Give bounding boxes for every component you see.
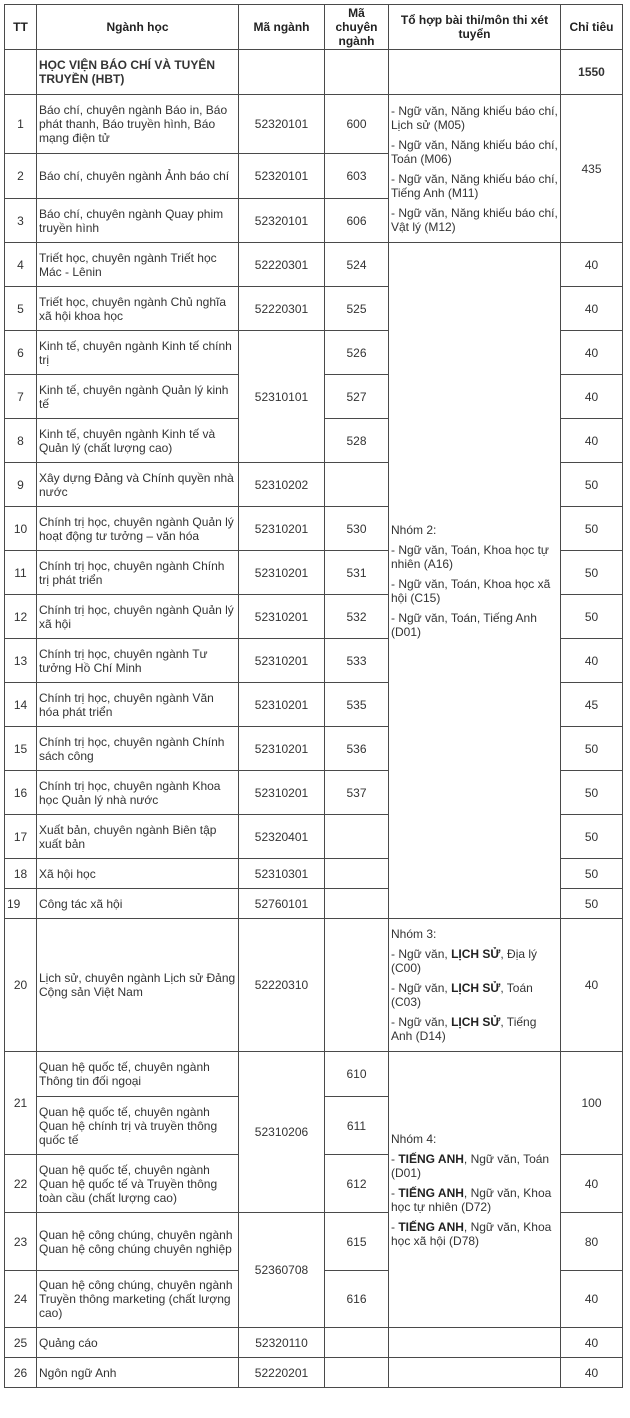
row-tt: 10	[5, 507, 37, 551]
group-item: - Ngữ văn, Năng khiếu báo chí, Vật lý (M12)	[391, 205, 558, 234]
row-quota: 40	[561, 375, 623, 419]
row-quota: 50	[561, 463, 623, 507]
row-nganh: Xuất bản, chuyên ngành Biên tập xuất bản	[37, 815, 239, 859]
header-chi-tieu: Chỉ tiêu	[561, 5, 623, 50]
row-nganh: Kinh tế, chuyên ngành Kinh tế chính trị	[37, 331, 239, 375]
group-item: - TIẾNG ANH, Ngữ văn, Khoa học xã hội (D78)	[391, 1219, 552, 1248]
row-ma-nganh: 52220310	[239, 919, 325, 1052]
row-ma-nganh: 52310201	[239, 595, 325, 639]
row-tt: 25	[5, 1328, 37, 1358]
group-label: Nhóm 3:	[391, 927, 437, 941]
row-tt: 12	[5, 595, 37, 639]
row-ma-nganh: 52220301	[239, 243, 325, 287]
row-to-hop	[389, 1358, 561, 1388]
school-to-hop	[389, 50, 561, 95]
row-tt: 11	[5, 551, 37, 595]
group-item: - TIẾNG ANH, Ngữ văn, Khoa học tự nhiên (D72)	[391, 1185, 552, 1214]
row-nganh: Báo chí, chuyên ngành Ảnh báo chí	[37, 154, 239, 199]
row-ma-chuyen-nganh: 532	[325, 595, 389, 639]
row-nganh: Quan hệ công chúng, chuyên ngành Truyền thông marketing (chất lượng cao)	[37, 1271, 239, 1328]
header-ma-nganh: Mã ngành	[239, 5, 325, 50]
row-nganh: Chính trị học, chuyên ngành Quản lý xã hội	[37, 595, 239, 639]
row-nganh: Công tác xã hội	[37, 889, 239, 919]
row-tt: 4	[5, 243, 37, 287]
group-item: - TIẾNG ANH, Ngữ văn, Toán (D01)	[391, 1151, 550, 1180]
row-ma-chuyen-nganh: 528	[325, 419, 389, 463]
row-ma-chuyen-nganh	[325, 919, 389, 1052]
school-cn	[325, 50, 389, 95]
group-item: - Ngữ văn, Toán, Khoa học tự nhiên (A16)	[391, 542, 549, 571]
row-ma-chuyen-nganh: 612	[325, 1155, 389, 1213]
row-quota: 40	[561, 639, 623, 683]
table-row	[5, 1328, 623, 1358]
row-ma-nganh: 52320101	[239, 199, 325, 243]
ma-nganh-21-22: 52310206	[239, 1052, 325, 1213]
row-nganh: Báo chí, chuyên ngành Báo in, Báo phát thanh, Báo truyền hình, Báo mạng điện tử	[37, 95, 239, 154]
row-ma-chuyen-nganh	[325, 1358, 389, 1388]
group-1-combos	[389, 95, 561, 243]
ma-nganh-23-24: 52360708	[239, 1213, 325, 1328]
row-nganh: Kinh tế, chuyên ngành Quản lý kinh tế	[37, 375, 239, 419]
group-item: - Ngữ văn, LỊCH SỬ, Toán (C03)	[391, 981, 533, 1009]
row-ma-nganh: 52310201	[239, 683, 325, 727]
row-ma-chuyen-nganh	[325, 815, 389, 859]
row-ma-chuyen-nganh: 606	[325, 199, 389, 243]
row-quota: 50	[561, 595, 623, 639]
row-ma-nganh: 52310202	[239, 463, 325, 507]
row-ma-nganh: 52310201	[239, 771, 325, 815]
row-ma-chuyen-nganh: 600	[325, 95, 389, 154]
row-ma-nganh: 52220301	[239, 287, 325, 331]
row-ma-chuyen-nganh: 525	[325, 287, 389, 331]
row-nganh: Báo chí, chuyên ngành Quay phim truyền hình	[37, 199, 239, 243]
row-ma-chuyen-nganh: 615	[325, 1213, 389, 1271]
group-4-combos	[389, 1052, 561, 1328]
row-tt: 23	[5, 1213, 37, 1271]
row-nganh: Quan hệ quốc tế, chuyên ngành Thông tin đối ngoại	[37, 1052, 239, 1097]
group-item: - Ngữ văn, LỊCH SỬ, Tiếng Anh (D14)	[391, 1015, 537, 1043]
row-nganh: Chính trị học, chuyên ngành Tư tưởng Hồ Chí Minh	[37, 639, 239, 683]
admission-table	[4, 4, 623, 1388]
row-ma-nganh: 52310301	[239, 859, 325, 889]
row-ma-nganh: 52310201	[239, 507, 325, 551]
row-nganh: Quan hệ quốc tế, chuyên ngành Quan hệ quốc tế và Truyền thông toàn cầu (chất lượng cao)	[37, 1155, 239, 1213]
row-tt: 15	[5, 727, 37, 771]
group-item: - Ngữ văn, Năng khiếu báo chí, Lịch sử (M05)	[391, 103, 558, 132]
row-tt: 6	[5, 331, 37, 375]
row-ma-chuyen-nganh: 531	[325, 551, 389, 595]
row-tt: 18	[5, 859, 37, 889]
row-quota: 40	[561, 1271, 623, 1328]
quota-21: 100	[561, 1052, 623, 1155]
row-quota: 40	[561, 1155, 623, 1213]
table-row	[5, 1358, 623, 1388]
school-row	[5, 50, 623, 95]
school-quota: 1550	[561, 50, 623, 95]
row-quota: 50	[561, 727, 623, 771]
row-ma-nganh: 52760101	[239, 889, 325, 919]
group-item: - Ngữ văn, Năng khiếu báo chí, Tiếng Anh (M11)	[391, 171, 558, 200]
row-nganh: Quan hệ quốc tế, chuyên ngành Quan hệ chính trị và truyền thông quốc tế	[37, 1097, 239, 1155]
row-nganh: Chính trị học, chuyên ngành Chính trị phát triển	[37, 551, 239, 595]
table-row	[5, 1052, 623, 1097]
row-nganh: Chính trị học, chuyên ngành Văn hóa phát triển	[37, 683, 239, 727]
row-quota: 50	[561, 771, 623, 815]
row-ma-chuyen-nganh: 611	[325, 1097, 389, 1155]
table-row	[5, 919, 623, 1052]
school-ma	[239, 50, 325, 95]
row-ma-nganh: 52320110	[239, 1328, 325, 1358]
header-nganh-hoc: Ngành học	[37, 5, 239, 50]
group-item: - Ngữ văn, LỊCH SỬ, Địa lý (C00)	[391, 947, 538, 975]
row-nganh: Quảng cáo	[37, 1328, 239, 1358]
row-tt: 14	[5, 683, 37, 727]
row-tt: 3	[5, 199, 37, 243]
row-ma-chuyen-nganh: 530	[325, 507, 389, 551]
row-ma-nganh: 52320101	[239, 95, 325, 154]
row-quota: 40	[561, 287, 623, 331]
row-quota: 50	[561, 551, 623, 595]
row-nganh: Xây dựng Đảng và Chính quyền nhà nước	[37, 463, 239, 507]
row-ma-nganh: 52320101	[239, 154, 325, 199]
row-nganh: Quan hệ công chúng, chuyên ngành Quan hệ công chúng chuyên nghiệp	[37, 1213, 239, 1271]
row-ma-nganh: 52310201	[239, 639, 325, 683]
row-quota: 40	[561, 331, 623, 375]
row-tt: 7	[5, 375, 37, 419]
row-quota: 50	[561, 889, 623, 919]
row-ma-chuyen-nganh: 535	[325, 683, 389, 727]
row-ma-chuyen-nganh	[325, 859, 389, 889]
row-ma-nganh: 52220201	[239, 1358, 325, 1388]
header-tt: TT	[5, 5, 37, 50]
ma-nganh-6-8: 52310101	[239, 331, 325, 463]
row-quota: 40	[561, 419, 623, 463]
row-tt: 20	[5, 919, 37, 1052]
row-tt: 9	[5, 463, 37, 507]
row-quota: 40	[561, 919, 623, 1052]
row-ma-chuyen-nganh: 537	[325, 771, 389, 815]
header-row	[5, 5, 623, 50]
row-ma-nganh: 52320401	[239, 815, 325, 859]
row-ma-nganh: 52310201	[239, 727, 325, 771]
group-item: - Ngữ văn, Toán, Tiếng Anh (D01)	[391, 610, 537, 639]
group-label: Nhóm 4:	[391, 1131, 437, 1146]
row-tt: 2	[5, 154, 37, 199]
row-ma-chuyen-nganh: 610	[325, 1052, 389, 1097]
group-2-combos	[389, 243, 561, 919]
row-nganh: Chính trị học, chuyên ngành Chính sách công	[37, 727, 239, 771]
row-quota: 50	[561, 815, 623, 859]
row-tt: 22	[5, 1155, 37, 1213]
row-tt: 1	[5, 95, 37, 154]
row-ma-chuyen-nganh: 524	[325, 243, 389, 287]
row-tt: 24	[5, 1271, 37, 1328]
row-ma-chuyen-nganh: 526	[325, 331, 389, 375]
row-quota: 40	[561, 1358, 623, 1388]
row-quota: 50	[561, 859, 623, 889]
row-ma-chuyen-nganh: 603	[325, 154, 389, 199]
row-to-hop	[389, 1328, 561, 1358]
row-ma-nganh: 52310201	[239, 551, 325, 595]
row-tt: 13	[5, 639, 37, 683]
row-ma-chuyen-nganh	[325, 889, 389, 919]
row-nganh: Lịch sử, chuyên ngành Lịch sử Đảng Cộng sản Việt Nam	[37, 919, 239, 1052]
row-ma-chuyen-nganh	[325, 1328, 389, 1358]
table-row	[5, 243, 623, 287]
row-nganh: Chính trị học, chuyên ngành Khoa học Quản lý nhà nước	[37, 771, 239, 815]
row-nganh: Chính trị học, chuyên ngành Quản lý hoạt động tư tưởng – văn hóa	[37, 507, 239, 551]
row-tt: 16	[5, 771, 37, 815]
row-ma-chuyen-nganh: 616	[325, 1271, 389, 1328]
row-tt: 21	[5, 1052, 37, 1155]
row-quota: 40	[561, 1328, 623, 1358]
row-ma-chuyen-nganh: 533	[325, 639, 389, 683]
row-tt: 17	[5, 815, 37, 859]
row-nganh: Kinh tế, chuyên ngành Kinh tế và Quản lý (chất lượng cao)	[37, 419, 239, 463]
row-quota: 80	[561, 1213, 623, 1271]
group-item: - Ngữ văn, Năng khiếu báo chí, Toán (M06)	[391, 137, 558, 166]
group-label: Nhóm 2:	[391, 522, 437, 537]
row-ma-chuyen-nganh: 527	[325, 375, 389, 419]
header-ma-chuyen-nganh: Mã chuyên ngành	[325, 5, 389, 50]
row-tt: 26	[5, 1358, 37, 1388]
row-tt: 19	[5, 889, 37, 919]
row-nganh: Xã hội học	[37, 859, 239, 889]
row-quota: 40	[561, 243, 623, 287]
row-quota: 45	[561, 683, 623, 727]
row-quota: 50	[561, 507, 623, 551]
group-item: - Ngữ văn, Toán, Khoa học xã hội (C15)	[391, 576, 551, 605]
row-nganh: Triết học, chuyên ngành Chủ nghĩa xã hội khoa học	[37, 287, 239, 331]
school-tt	[5, 50, 37, 95]
row-nganh: Ngôn ngữ Anh	[37, 1358, 239, 1388]
quota-1-3: 435	[561, 95, 623, 243]
header-to-hop: Tổ hợp bài thi/môn thi xét tuyển	[389, 5, 561, 50]
group-3-combos	[389, 919, 561, 1052]
row-tt: 5	[5, 287, 37, 331]
table-row	[5, 95, 623, 154]
row-ma-chuyen-nganh	[325, 463, 389, 507]
row-nganh: Triết học, chuyên ngành Triết học Mác - Lênin	[37, 243, 239, 287]
row-ma-chuyen-nganh: 536	[325, 727, 389, 771]
school-name: HỌC VIỆN BÁO CHÍ VÀ TUYÊN TRUYỀN (HBT)	[37, 50, 239, 95]
row-tt: 8	[5, 419, 37, 463]
